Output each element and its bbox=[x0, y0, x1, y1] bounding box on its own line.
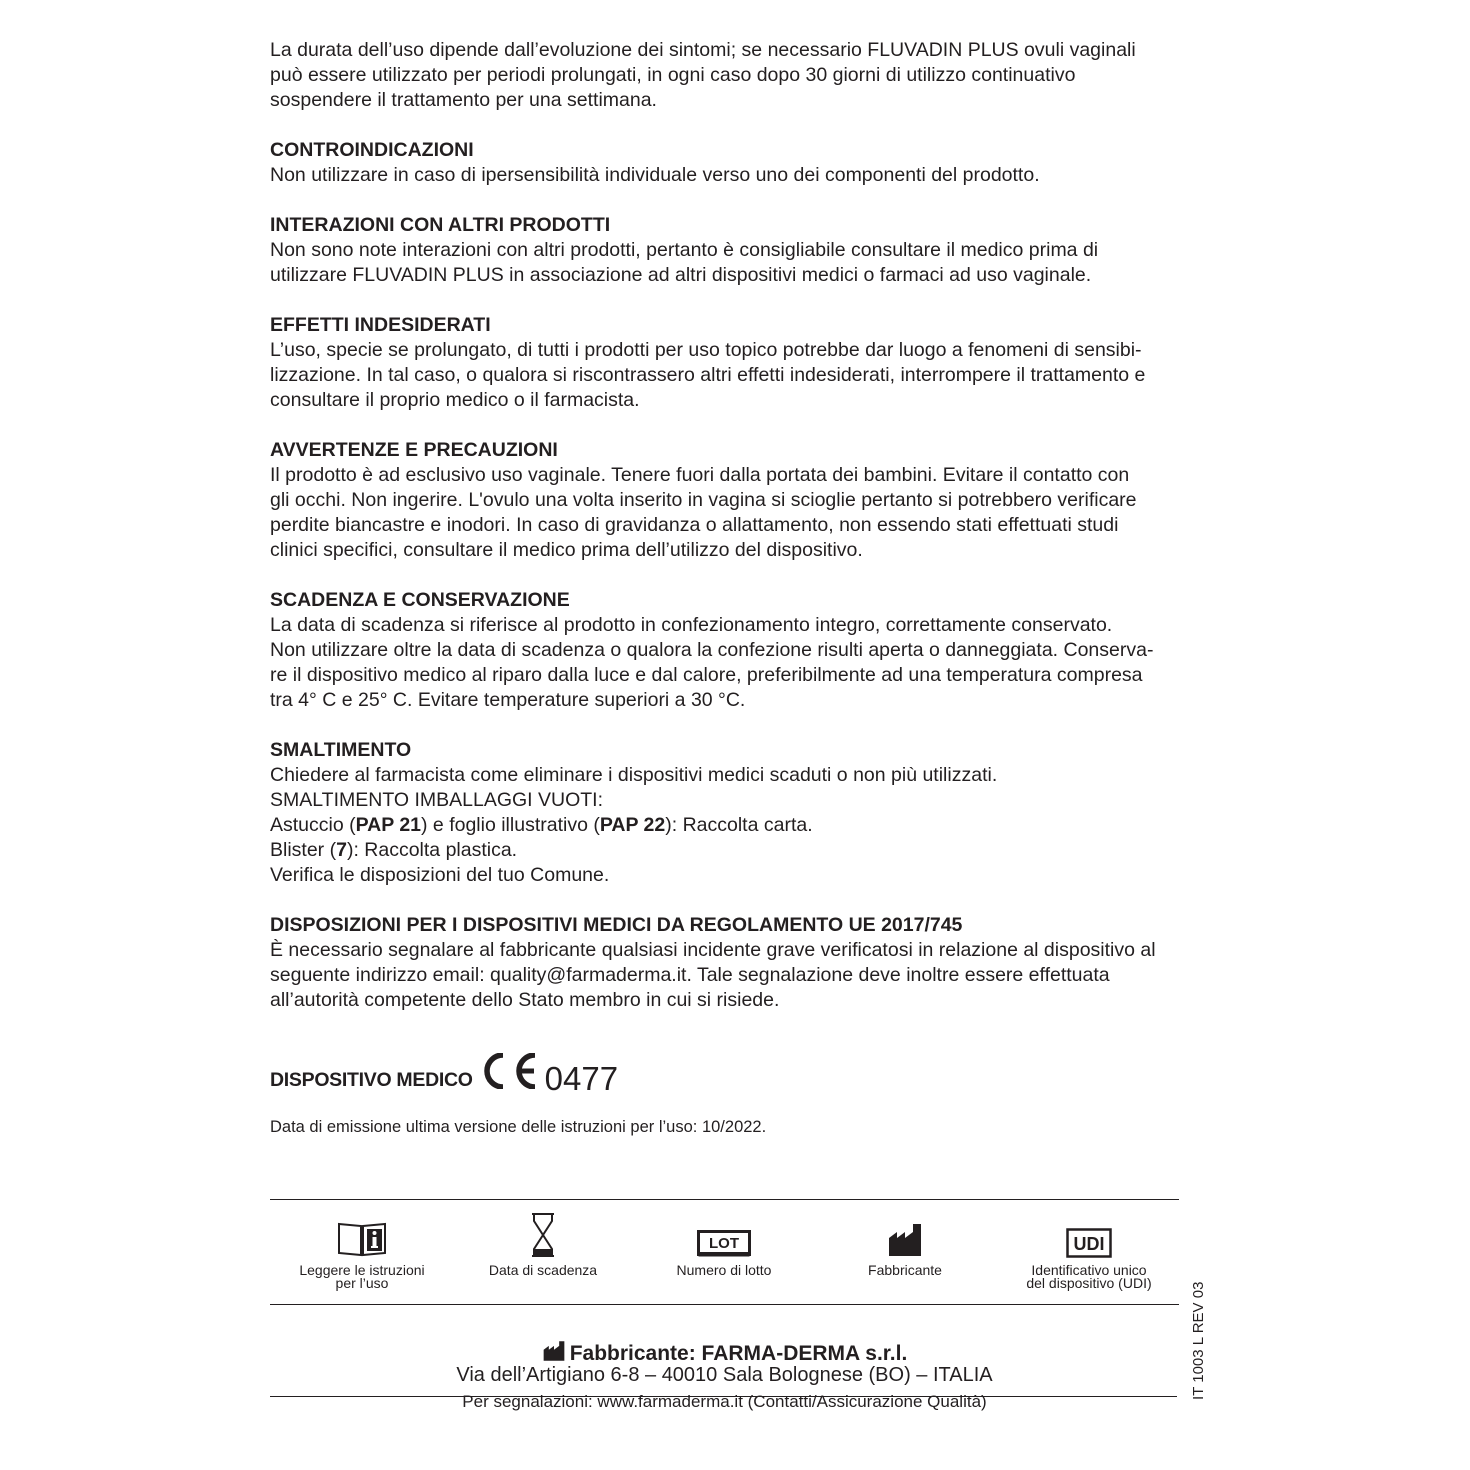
symbol-manufacturer bbox=[815, 1210, 995, 1277]
udi-icon bbox=[1066, 1228, 1112, 1258]
section-heading: INTERAZIONI CON ALTRI PRODOTTI bbox=[270, 214, 611, 236]
section-text: La data di scadenza si riferisce al prodotto in confezionamento integro, correttamente conservato. Non utilizzare oltre la data di scadenza o qualora la confezione risulti aperta o danneggiata. Conserva- re il dispositivo medico al riparo dalla luce e dal calore, preferibilmente ad una temperatura compresa tra 4° C e 25° C. Evitare temperature superiori a 30 °C. bbox=[270, 614, 1154, 711]
symbols-legend bbox=[270, 1210, 1179, 1300]
hourglass-icon bbox=[530, 1212, 556, 1258]
manufacturer-title: Fabbricante: FARMA-DERMA s.r.l. bbox=[270, 1340, 1179, 1367]
udi-badge-text: UDI bbox=[1073, 1234, 1105, 1254]
section-avvertenze bbox=[270, 438, 1230, 563]
symbol-label: Data di scadenza bbox=[488, 1262, 598, 1278]
symbol-label: Numero di lotto bbox=[676, 1262, 772, 1278]
ce-mark-icon bbox=[477, 1053, 537, 1094]
device-label: DISPOSITIVO MEDICO bbox=[270, 1069, 473, 1091]
medical-device-mark bbox=[270, 1046, 618, 1098]
ce-number: 0477 bbox=[544, 1060, 619, 1097]
section-heading: SCADENZA E CONSERVAZIONE bbox=[270, 589, 570, 611]
section-heading: CONTROINDICAZIONI bbox=[270, 139, 474, 161]
divider bbox=[270, 1304, 1179, 1305]
factory-icon bbox=[887, 1222, 923, 1258]
leaflet-body bbox=[270, 38, 1230, 1013]
section-disposizioni bbox=[270, 913, 1230, 1013]
divider bbox=[270, 1199, 1179, 1200]
section-interazioni bbox=[270, 213, 1230, 288]
emission-date: Data di emissione ultima versione delle istruzioni per l’uso: 10/2022. bbox=[270, 1118, 767, 1136]
symbol-label: Identificativo unico del dispositivo (UDI) bbox=[1026, 1262, 1152, 1291]
section-heading: DISPOSIZIONI PER I DISPOSITIVI MEDICI DA REGOLAMENTO UE 2017/745 bbox=[270, 914, 963, 936]
section-effetti-indesiderati bbox=[270, 313, 1230, 413]
symbol-label: Fabbricante bbox=[868, 1262, 942, 1278]
blister-line: Blister (7): Raccolta plastica. bbox=[270, 839, 518, 861]
symbol-lot bbox=[634, 1210, 814, 1277]
lot-badge-text: LOT bbox=[709, 1235, 739, 1252]
section-text: Chiedere al farmacista come eliminare i dispositivi medici scaduti o non più utilizzati. SMALTIMENTO IMBALLAGGI VUOTI: Astuccio (PAP 21) e foglio illustrativo (PAP 22): Raccolta carta. Blister (7): Raccolta plastica. Verifica le disposizioni del tuo Comune. bbox=[270, 763, 1230, 888]
factory-icon bbox=[542, 1340, 566, 1362]
instructions-book-icon bbox=[336, 1220, 388, 1258]
section-text: Il prodotto è ad esclusivo uso vaginale. Tenere fuori dalla portata dei bambini. Evitare il contatto con gli occhi. Non ingerire. L'ovulo una volta inserito in vagina si scioglie pertanto si potrebbero verificare perdite biancastre e inodori. In caso di gravidanza o allattamento, non essendo stati effettuati studi clinici specifici, consultare il medico prima dell’utilizzo del dispositivo. bbox=[270, 464, 1137, 561]
manufacturer-contact: Per segnalazioni: www.farmaderma.it (Contatti/Assicurazione Qualità) bbox=[462, 1392, 987, 1411]
lot-icon bbox=[697, 1230, 751, 1258]
symbol-label: Leggere le istruzioni per l’uso bbox=[299, 1262, 425, 1291]
section-text: Non utilizzare in caso di ipersensibilità individuale verso uno dei componenti del prodotto. bbox=[270, 164, 1040, 186]
section-text: Non sono note interazioni con altri prodotti, pertanto è consigliabile consultare il medico prima di utilizzare FLUVADIN PLUS in associazione ad altri dispositivi medici o farmaci ad uso vaginale. bbox=[270, 239, 1099, 286]
symbol-expiry bbox=[453, 1210, 633, 1277]
manufacturer-address: Via dell’Artigiano 6-8 – 40010 Sala Bolognese (BO) – ITALIA bbox=[456, 1364, 993, 1386]
symbol-udi bbox=[999, 1210, 1179, 1290]
document-code: IT 1003 L REV 03 bbox=[1190, 1281, 1207, 1400]
section-controindicazioni bbox=[270, 138, 1230, 188]
section-scadenza bbox=[270, 588, 1230, 713]
astuccio-line: Astuccio (PAP 21) e foglio illustrativo (PAP 22): Raccolta carta. bbox=[270, 814, 813, 836]
section-heading: SMALTIMENTO bbox=[270, 739, 412, 761]
section-smaltimento bbox=[270, 738, 1230, 888]
section-heading: EFFETTI INDESIDERATI bbox=[270, 314, 491, 336]
intro-paragraph: La durata dell’uso dipende dall’evoluzione dei sintomi; se necessario FLUVADIN PLUS ovuli vaginali può essere utilizzato per periodi prolungati, in ogni caso dopo 30 giorni di utilizzo continuativo sospendere il trattamento per una settimana. bbox=[270, 39, 1136, 111]
section-heading: AVVERTENZE E PRECAUZIONI bbox=[270, 439, 558, 461]
section-text: L’uso, specie se prolungato, di tutti i prodotti per uso topico potrebbe dar luogo a fenomeni di sensibi- lizzazione. In tal caso, o qualora si riscontrassero altri effetti indesiderati, interrompere il trattamento e consultare il proprio medico o il farmacista. bbox=[270, 339, 1146, 411]
symbol-instructions bbox=[272, 1210, 452, 1290]
section-text: È necessario segnalare al fabbricante qualsiasi incidente grave verificatosi in relazione al dispositivo al seguente indirizzo email: quality@farmaderma.it. Tale segnalazione deve inoltre essere effettuata all’autorità competente dello Stato membro in cui si risiede. bbox=[270, 939, 1156, 1011]
